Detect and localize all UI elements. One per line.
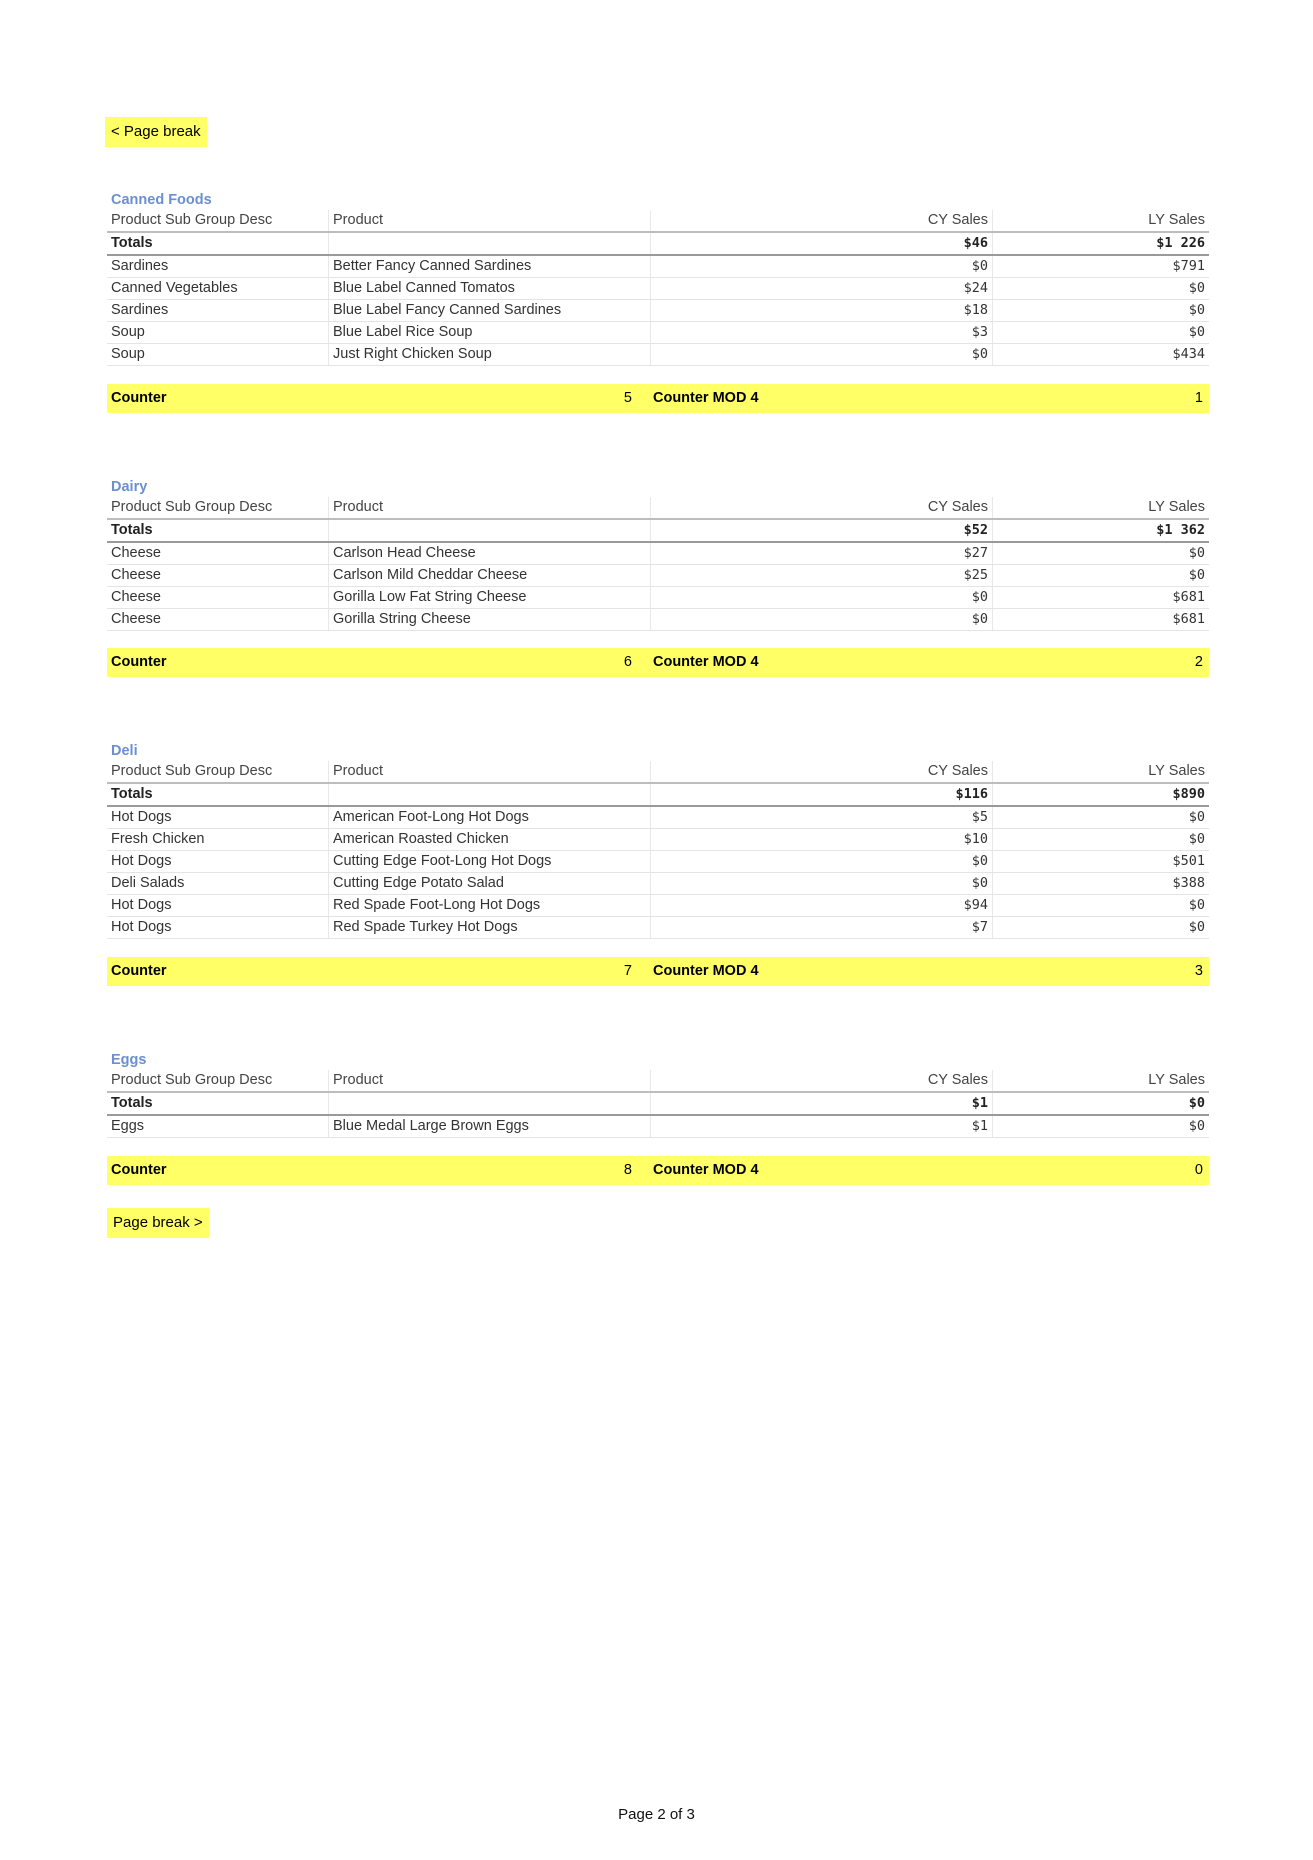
section-title: Eggs bbox=[111, 1052, 147, 1068]
counter-value: 7 bbox=[623, 963, 632, 979]
cell-ly-sales: $0 bbox=[993, 829, 1210, 851]
counter-mod-value: 1 bbox=[1194, 390, 1203, 406]
table-row bbox=[107, 278, 1209, 300]
table-row bbox=[107, 344, 1209, 366]
cell-sub-group: Hot Dogs bbox=[107, 806, 329, 829]
section-title: Deli bbox=[111, 743, 138, 759]
cell-ly-sales: $0 bbox=[993, 1115, 1210, 1138]
cell-cy-sales: $0 bbox=[651, 587, 993, 609]
totals-cy: $116 bbox=[651, 783, 993, 806]
cell-product: Cutting Edge Potato Salad bbox=[329, 873, 651, 895]
totals-label: Totals bbox=[107, 783, 329, 806]
cell-cy-sales: $0 bbox=[651, 609, 993, 631]
cell-cy-sales: $24 bbox=[651, 278, 993, 300]
table-row bbox=[107, 1115, 1209, 1138]
section-eggs bbox=[107, 1050, 1209, 1138]
report-table bbox=[107, 210, 1209, 366]
counter-mod-label: Counter MOD 4 bbox=[653, 963, 759, 979]
cell-sub-group: Sardines bbox=[107, 255, 329, 278]
totals-row bbox=[107, 1092, 1209, 1115]
cell-ly-sales: $0 bbox=[993, 895, 1210, 917]
cell-cy-sales: $25 bbox=[651, 565, 993, 587]
section-title: Dairy bbox=[111, 479, 148, 495]
totals-label: Totals bbox=[107, 232, 329, 255]
cell-sub-group: Soup bbox=[107, 322, 329, 344]
cell-product: Cutting Edge Foot-Long Hot Dogs bbox=[329, 851, 651, 873]
totals-ly: $1 362 bbox=[993, 519, 1210, 542]
cell-sub-group: Canned Vegetables bbox=[107, 278, 329, 300]
table-header-row bbox=[107, 1070, 1209, 1092]
totals-cy: $52 bbox=[651, 519, 993, 542]
cell-product: Gorilla Low Fat String Cheese bbox=[329, 587, 651, 609]
cell-cy-sales: $7 bbox=[651, 917, 993, 939]
cell-sub-group: Deli Salads bbox=[107, 873, 329, 895]
cell-sub-group: Cheese bbox=[107, 542, 329, 565]
table-row bbox=[107, 895, 1209, 917]
cell-ly-sales: $434 bbox=[993, 344, 1210, 366]
cell-ly-sales: $0 bbox=[993, 917, 1210, 939]
counter-label: Counter bbox=[111, 963, 167, 979]
cell-product: Just Right Chicken Soup bbox=[329, 344, 651, 366]
totals-row bbox=[107, 783, 1209, 806]
page-break-top-label: < Page break bbox=[105, 117, 207, 147]
cell-ly-sales: $501 bbox=[993, 851, 1210, 873]
totals-ly: $0 bbox=[993, 1092, 1210, 1115]
col-header-cy-sales[interactable]: CY Sales bbox=[651, 761, 993, 783]
cell-cy-sales: $5 bbox=[651, 806, 993, 829]
cell-sub-group: Cheese bbox=[107, 565, 329, 587]
cell-sub-group: Fresh Chicken bbox=[107, 829, 329, 851]
col-header-product[interactable]: Product bbox=[329, 497, 651, 519]
cell-cy-sales: $0 bbox=[651, 255, 993, 278]
col-header-cy-sales[interactable]: CY Sales bbox=[651, 497, 993, 519]
cell-cy-sales: $18 bbox=[651, 300, 993, 322]
table-row bbox=[107, 587, 1209, 609]
cell-ly-sales: $0 bbox=[993, 300, 1210, 322]
cell-sub-group: Hot Dogs bbox=[107, 851, 329, 873]
counter-mod-label: Counter MOD 4 bbox=[653, 654, 759, 670]
cell-ly-sales: $0 bbox=[993, 278, 1210, 300]
cell-product: Gorilla String Cheese bbox=[329, 609, 651, 631]
totals-ly: $890 bbox=[993, 783, 1210, 806]
table-row bbox=[107, 609, 1209, 631]
counter-value: 5 bbox=[623, 390, 632, 406]
cell-product: Red Spade Foot-Long Hot Dogs bbox=[329, 895, 651, 917]
totals-row bbox=[107, 519, 1209, 542]
totals-cy: $46 bbox=[651, 232, 993, 255]
col-header-sub-group[interactable]: Product Sub Group Desc bbox=[107, 1070, 329, 1092]
col-header-ly-sales[interactable]: LY Sales bbox=[993, 210, 1210, 232]
counter-bar-eggs bbox=[107, 1156, 1209, 1185]
cell-ly-sales: $0 bbox=[993, 322, 1210, 344]
counter-bar-canned-foods bbox=[107, 384, 1209, 413]
counter-bar-dairy bbox=[107, 648, 1209, 677]
table-header-row bbox=[107, 497, 1209, 519]
table-row bbox=[107, 806, 1209, 829]
table-row bbox=[107, 851, 1209, 873]
table-row bbox=[107, 917, 1209, 939]
table-row bbox=[107, 829, 1209, 851]
cell-cy-sales: $1 bbox=[651, 1115, 993, 1138]
col-header-product[interactable]: Product bbox=[329, 761, 651, 783]
cell-product: Carlson Head Cheese bbox=[329, 542, 651, 565]
cell-cy-sales: $0 bbox=[651, 873, 993, 895]
col-header-ly-sales[interactable]: LY Sales bbox=[993, 497, 1210, 519]
totals-empty bbox=[329, 232, 651, 255]
cell-cy-sales: $94 bbox=[651, 895, 993, 917]
counter-label: Counter bbox=[111, 1162, 167, 1178]
cell-sub-group: Hot Dogs bbox=[107, 895, 329, 917]
cell-product: American Foot-Long Hot Dogs bbox=[329, 806, 651, 829]
counter-label: Counter bbox=[111, 390, 167, 406]
section-title: Canned Foods bbox=[111, 192, 212, 208]
col-header-ly-sales[interactable]: LY Sales bbox=[993, 1070, 1210, 1092]
cell-cy-sales: $0 bbox=[651, 851, 993, 873]
section-canned-foods bbox=[107, 190, 1209, 366]
page-break-bottom-label: Page break > bbox=[107, 1208, 209, 1238]
table-row bbox=[107, 322, 1209, 344]
cell-ly-sales: $0 bbox=[993, 542, 1210, 565]
cell-ly-sales: $0 bbox=[993, 806, 1210, 829]
report-table bbox=[107, 497, 1209, 631]
totals-cy: $1 bbox=[651, 1092, 993, 1115]
counter-label: Counter bbox=[111, 654, 167, 670]
report-table bbox=[107, 761, 1209, 939]
col-header-ly-sales[interactable]: LY Sales bbox=[993, 761, 1210, 783]
cell-sub-group: Eggs bbox=[107, 1115, 329, 1138]
col-header-sub-group[interactable]: Product Sub Group Desc bbox=[107, 761, 329, 783]
col-header-sub-group[interactable]: Product Sub Group Desc bbox=[107, 497, 329, 519]
totals-empty bbox=[329, 519, 651, 542]
totals-ly: $1 226 bbox=[993, 232, 1210, 255]
cell-ly-sales: $0 bbox=[993, 565, 1210, 587]
cell-sub-group: Sardines bbox=[107, 300, 329, 322]
cell-ly-sales: $791 bbox=[993, 255, 1210, 278]
counter-bar-deli bbox=[107, 957, 1209, 986]
col-header-product[interactable]: Product bbox=[329, 1070, 651, 1092]
table-header-row bbox=[107, 761, 1209, 783]
table-header-row bbox=[107, 210, 1209, 232]
totals-empty bbox=[329, 1092, 651, 1115]
section-deli bbox=[107, 741, 1209, 939]
cell-sub-group: Cheese bbox=[107, 587, 329, 609]
col-header-sub-group[interactable]: Product Sub Group Desc bbox=[107, 210, 329, 232]
totals-label: Totals bbox=[107, 1092, 329, 1115]
col-header-product[interactable]: Product bbox=[329, 210, 651, 232]
table-row bbox=[107, 255, 1209, 278]
cell-product: Blue Label Canned Tomatos bbox=[329, 278, 651, 300]
cell-product: American Roasted Chicken bbox=[329, 829, 651, 851]
totals-row bbox=[107, 232, 1209, 255]
table-row bbox=[107, 300, 1209, 322]
cell-cy-sales: $3 bbox=[651, 322, 993, 344]
cell-ly-sales: $681 bbox=[993, 609, 1210, 631]
counter-mod-value: 0 bbox=[1194, 1162, 1203, 1178]
cell-sub-group: Hot Dogs bbox=[107, 917, 329, 939]
counter-mod-label: Counter MOD 4 bbox=[653, 390, 759, 406]
cell-cy-sales: $27 bbox=[651, 542, 993, 565]
cell-ly-sales: $681 bbox=[993, 587, 1210, 609]
counter-mod-value: 2 bbox=[1194, 654, 1203, 670]
cell-product: Better Fancy Canned Sardines bbox=[329, 255, 651, 278]
counter-mod-label: Counter MOD 4 bbox=[653, 1162, 759, 1178]
page-number: Page 2 of 3 bbox=[618, 1806, 695, 1823]
col-header-cy-sales[interactable]: CY Sales bbox=[651, 210, 993, 232]
cell-product: Carlson Mild Cheddar Cheese bbox=[329, 565, 651, 587]
cell-product: Red Spade Turkey Hot Dogs bbox=[329, 917, 651, 939]
totals-empty bbox=[329, 783, 651, 806]
table-row bbox=[107, 873, 1209, 895]
cell-cy-sales: $10 bbox=[651, 829, 993, 851]
counter-value: 6 bbox=[623, 654, 632, 670]
counter-mod-value: 3 bbox=[1194, 963, 1203, 979]
cell-sub-group: Cheese bbox=[107, 609, 329, 631]
counter-value: 8 bbox=[623, 1162, 632, 1178]
table-row bbox=[107, 565, 1209, 587]
report-table bbox=[107, 1070, 1209, 1138]
cell-product: Blue Label Fancy Canned Sardines bbox=[329, 300, 651, 322]
cell-ly-sales: $388 bbox=[993, 873, 1210, 895]
totals-label: Totals bbox=[107, 519, 329, 542]
cell-cy-sales: $0 bbox=[651, 344, 993, 366]
cell-product: Blue Medal Large Brown Eggs bbox=[329, 1115, 651, 1138]
cell-sub-group: Soup bbox=[107, 344, 329, 366]
section-dairy bbox=[107, 477, 1209, 631]
table-row bbox=[107, 542, 1209, 565]
cell-product: Blue Label Rice Soup bbox=[329, 322, 651, 344]
col-header-cy-sales[interactable]: CY Sales bbox=[651, 1070, 993, 1092]
